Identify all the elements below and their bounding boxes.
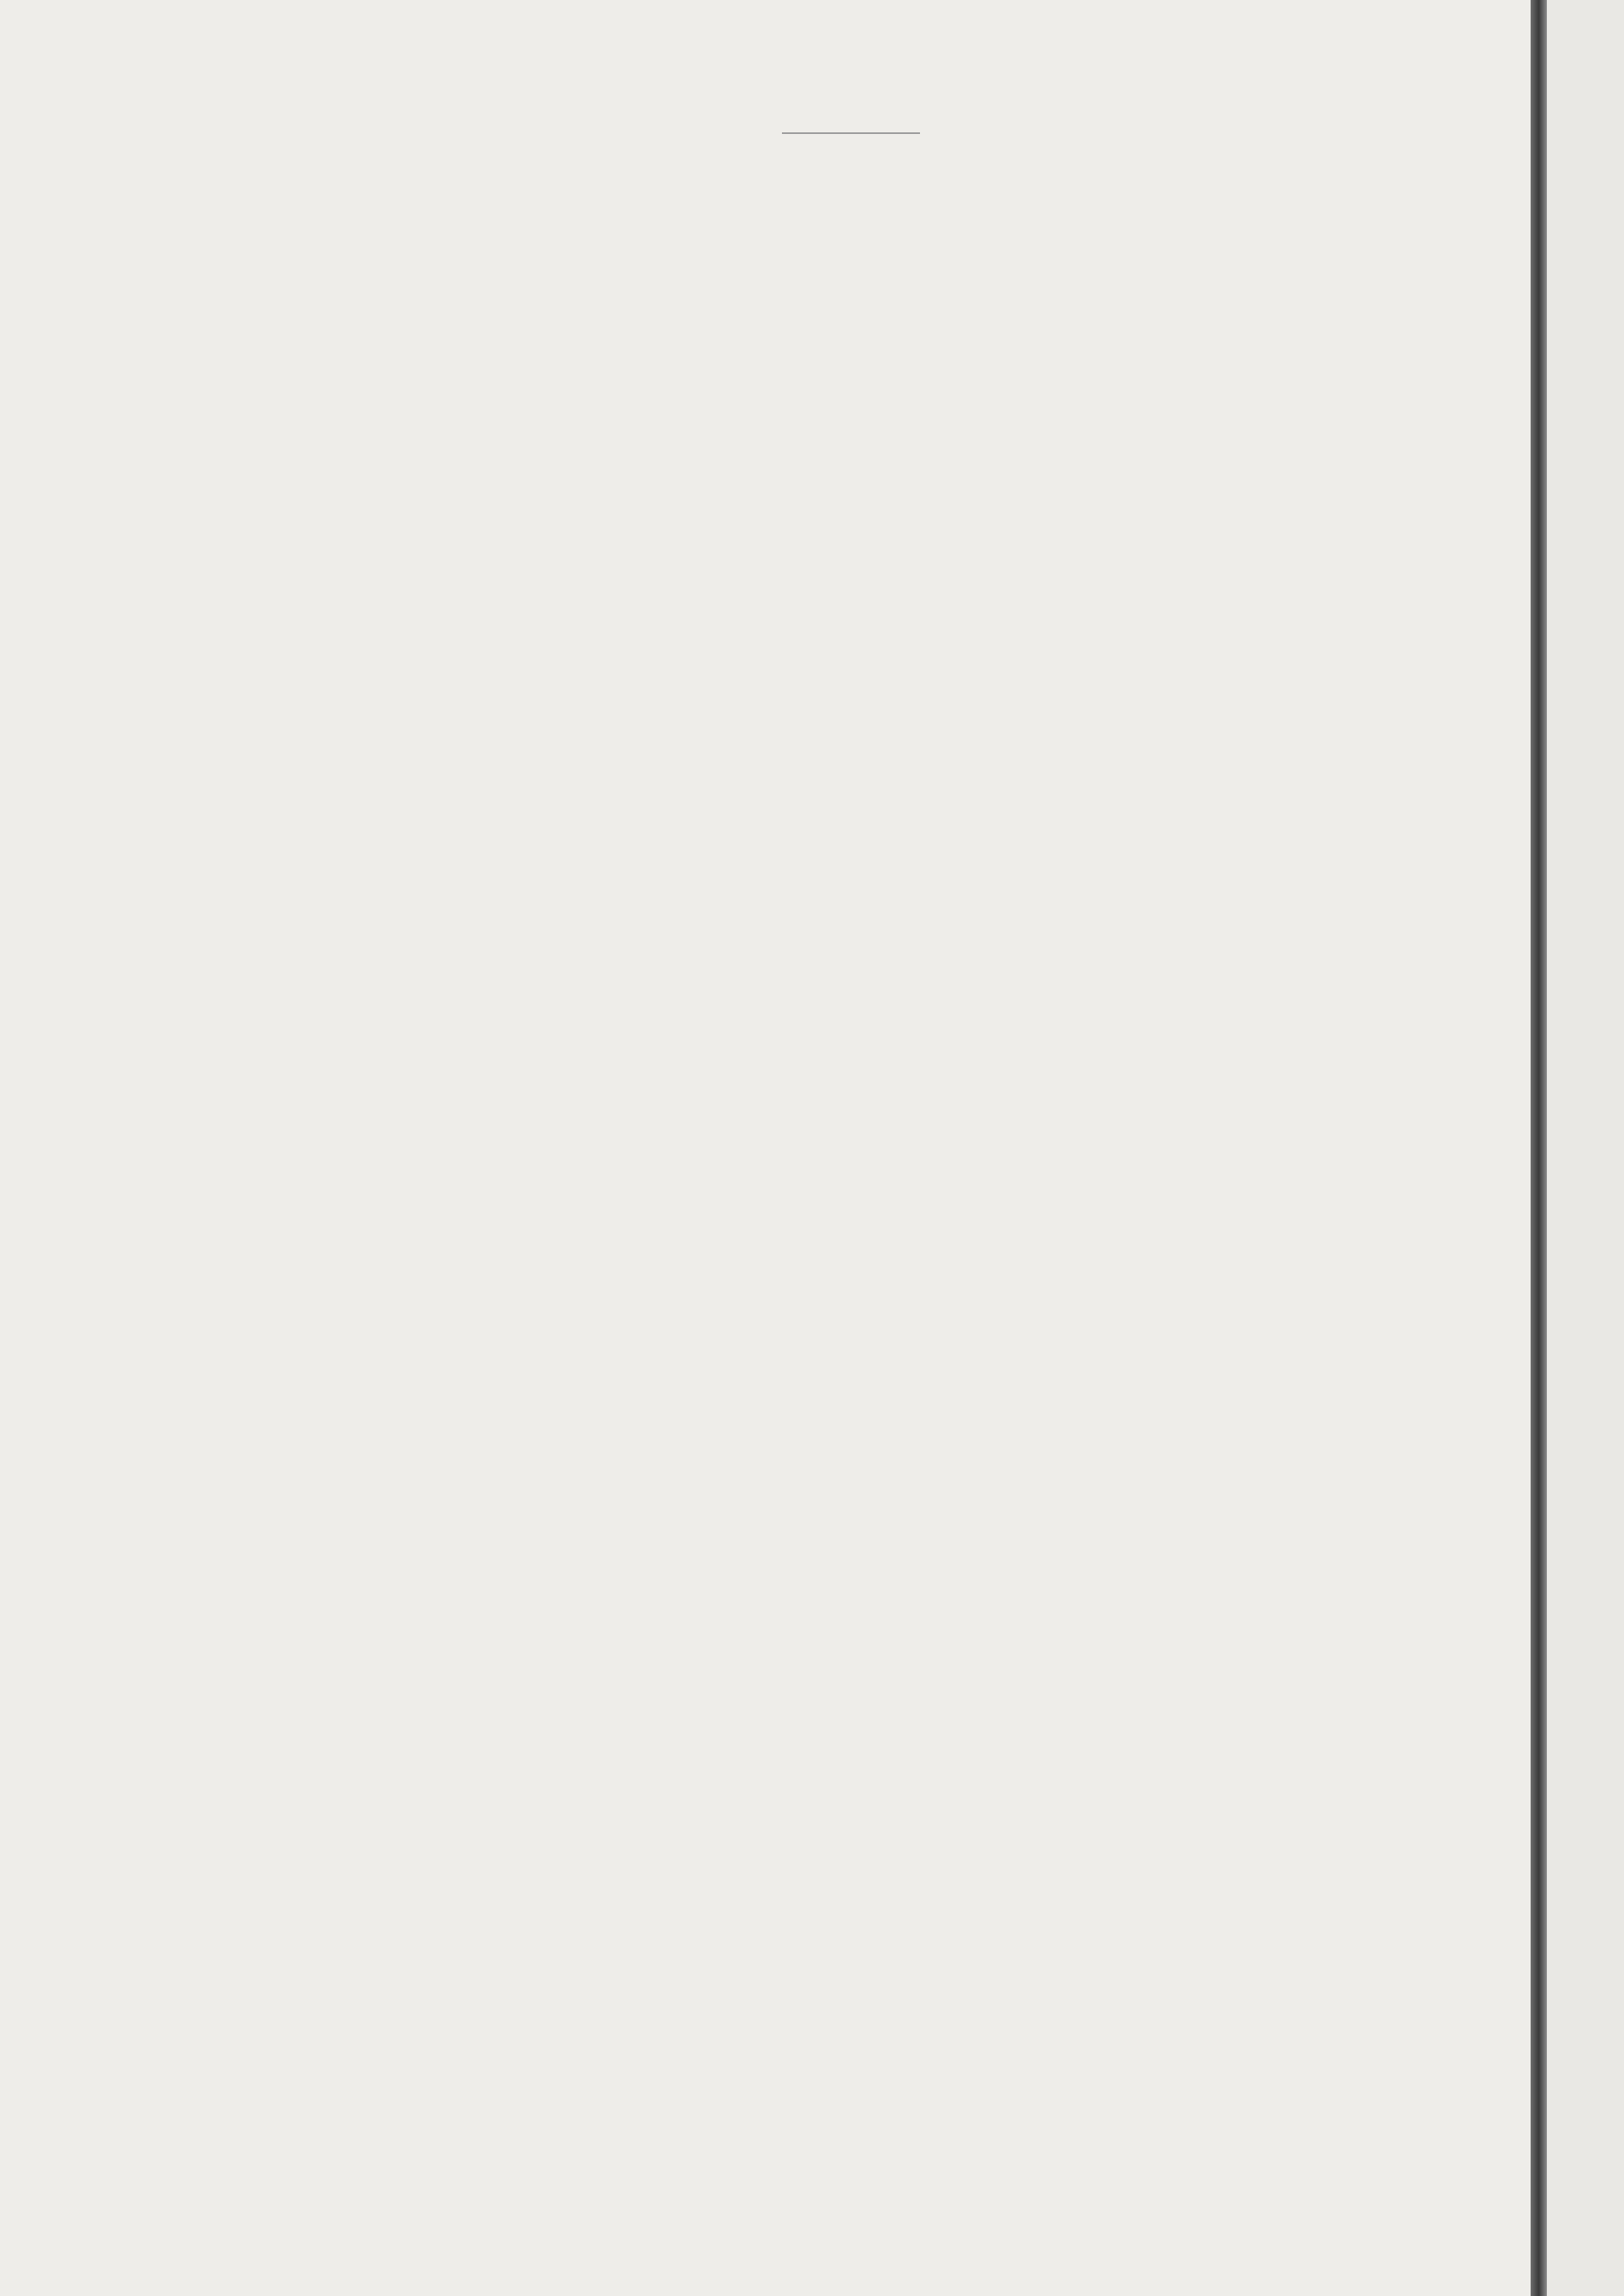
facing-page-edge: [1547, 0, 1624, 2296]
section-divider: [782, 132, 920, 134]
book-gutter: [1531, 0, 1547, 2296]
page-header: [199, 65, 1502, 114]
page-content: [199, 65, 1502, 160]
